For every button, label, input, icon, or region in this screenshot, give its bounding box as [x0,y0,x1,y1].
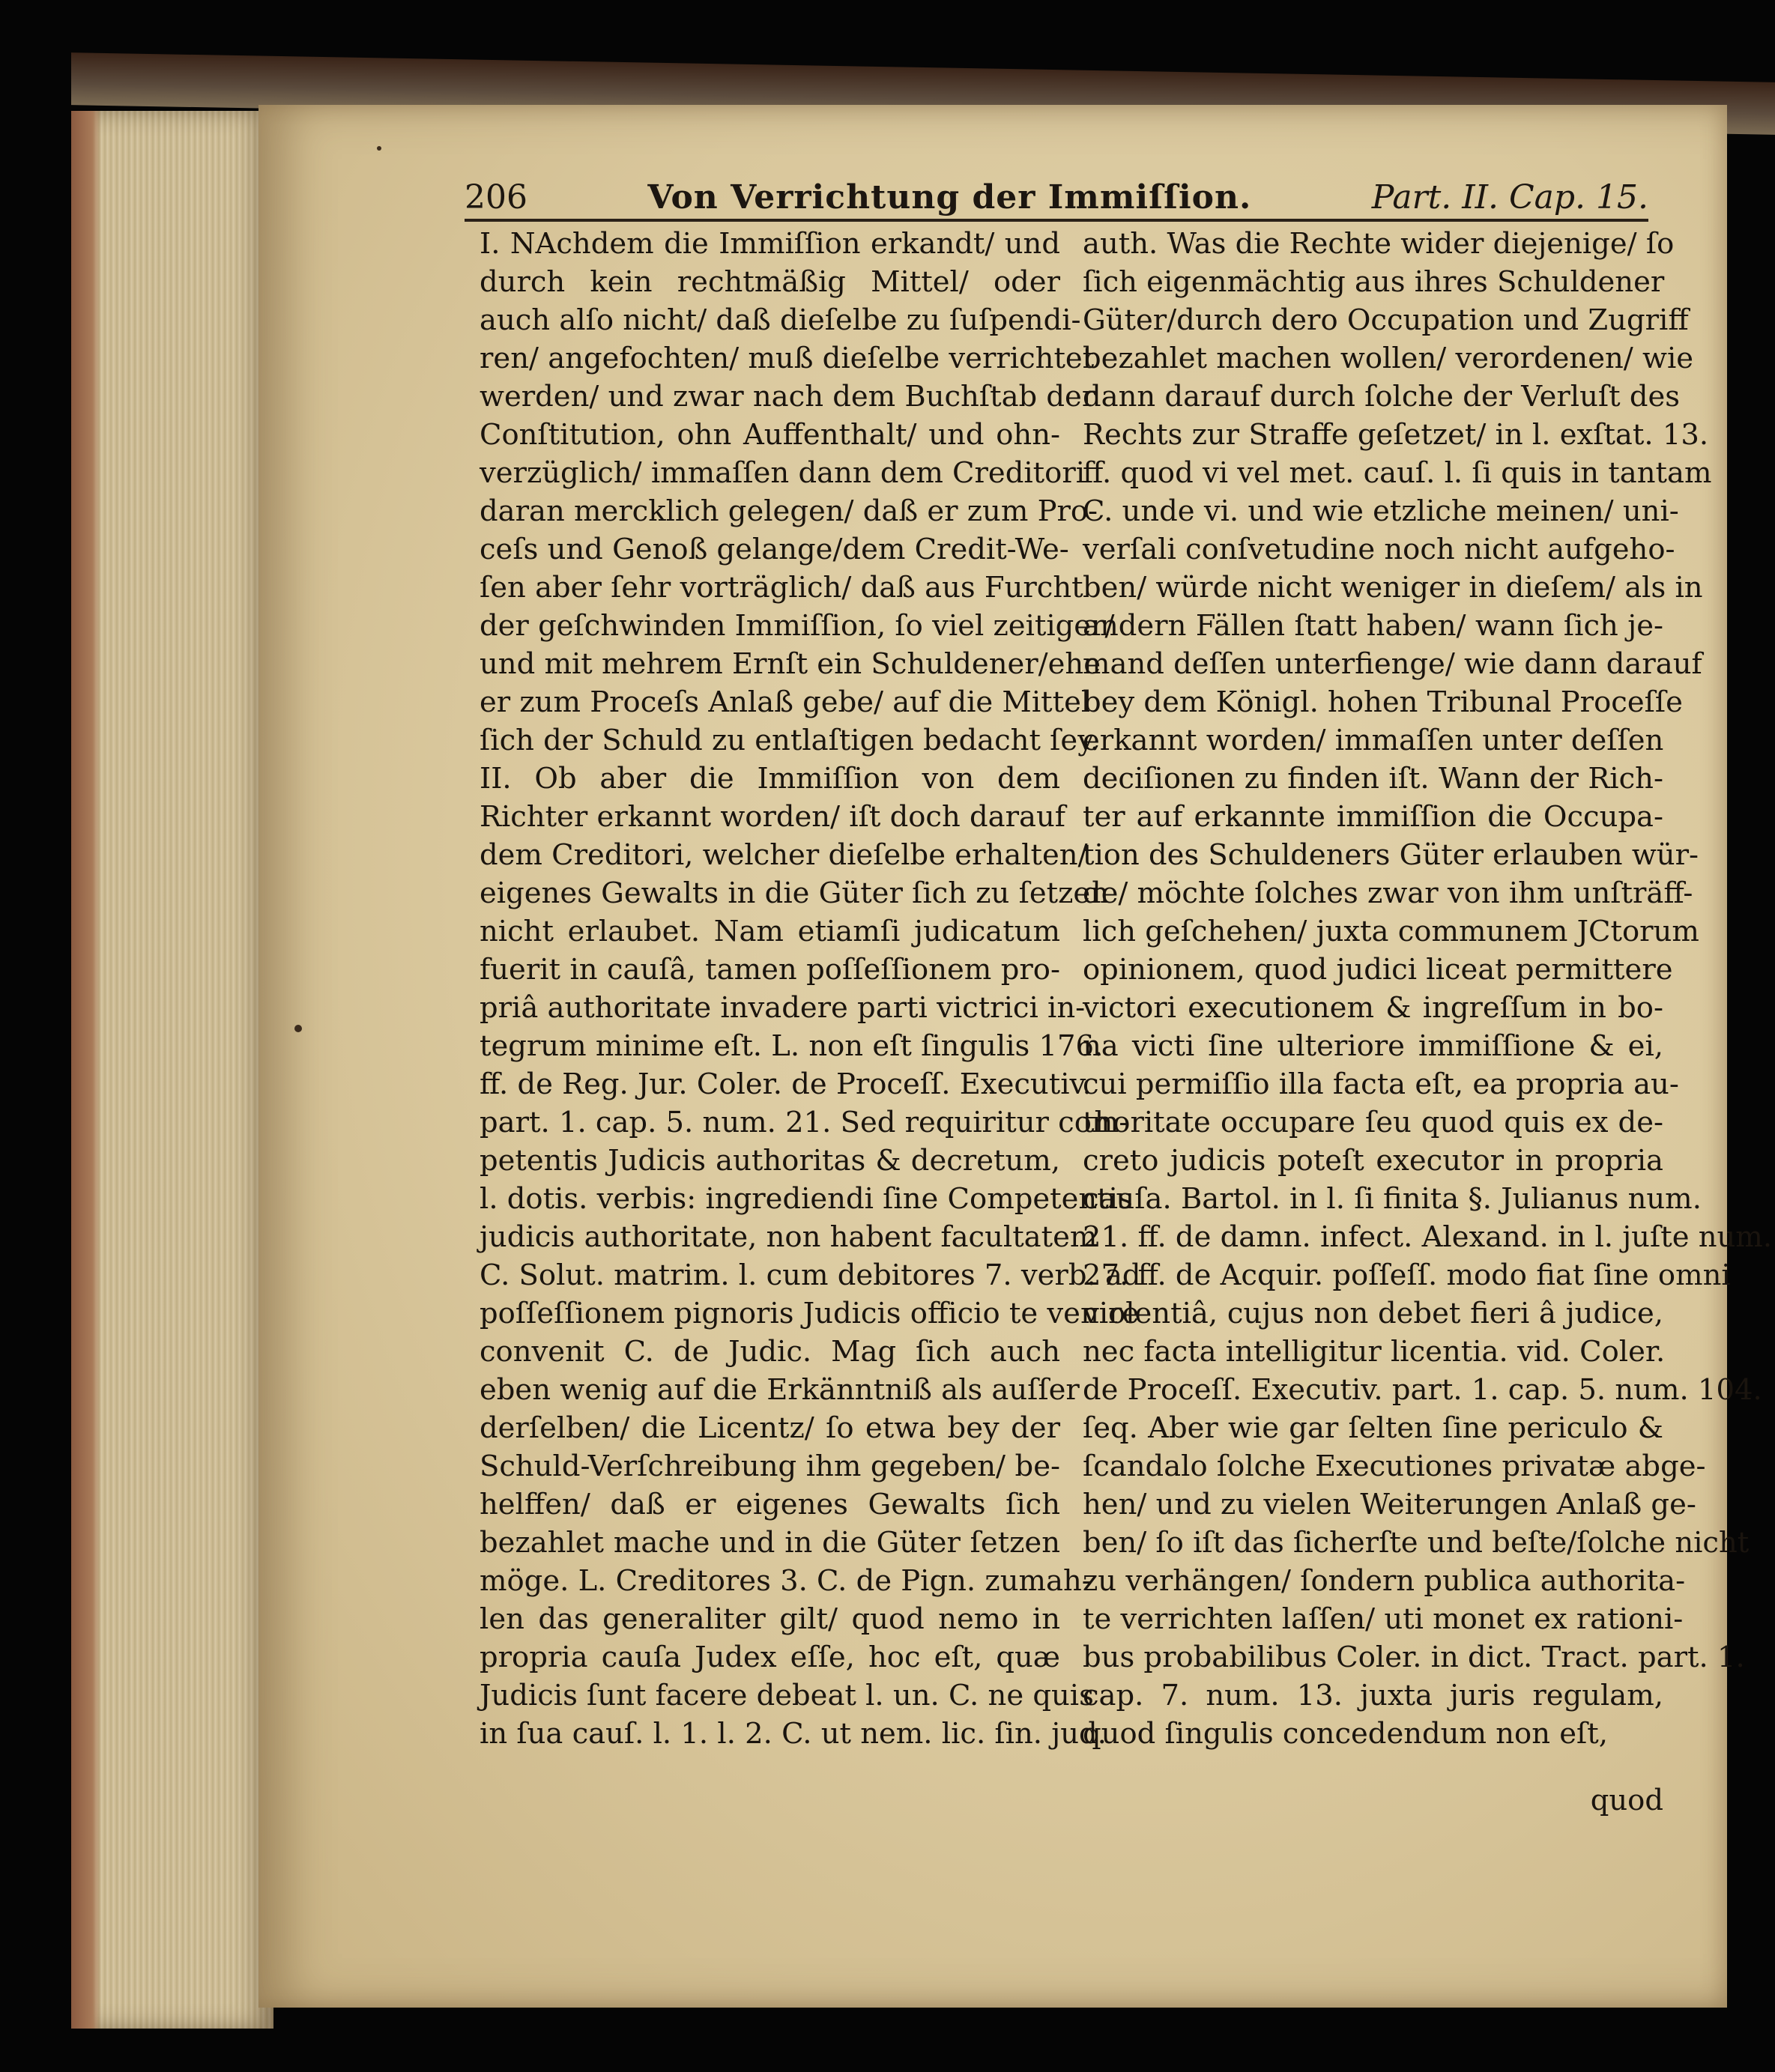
text-line: na victi ſine ulteriore immiſſione & ei, [1083,1029,1663,1063]
text-line: auth. Was die Rechte wider diejenige/ ſo [1083,227,1675,261]
text-line: nicht erlaubet. Nam etiamſi judicatum [480,915,1060,948]
text-line: durch kein rechtmäßig Mittel/ oder [480,265,1060,299]
text-line: bezahlet mache und in die Güter ſetzen [480,1526,1060,1560]
text-line: I. NAchdem die Immiſſion erkandt/ und [480,227,1060,261]
text-line: ff. de Reg. Jur. Coler. de Proceſſ. Executiv. [480,1067,1092,1101]
text-line: ſich eigenmächtig aus ihres Schuldener [1083,265,1665,299]
text-line: er zum Proceſs Anlaß gebe/ auf die Mittel [480,685,1091,719]
part-chapter-label: Part. II. Cap. 15. [1371,178,1648,216]
text-line: nec facta intelligitur licentia. vid. Coler. [1083,1335,1666,1369]
text-line: fuerit in cauſâ, tamen poſſeſſionem pro- [480,953,1060,987]
catchword: quod [1590,1784,1663,1817]
text-line: zu verhängen/ ſondern publica authorita- [1083,1564,1686,1598]
text-line: petentis Judicis authoritas & decretum, [480,1144,1060,1178]
text-line: ff. quod vi vel met. cauſ. l. ſi quis in tantam [1083,456,1712,490]
book-cover-edge [71,111,101,2029]
text-line: thoritate occupare ſeu quod quis ex de- [1083,1106,1663,1139]
text-line: te verrichten laſſen/ uti monet ex rationi- [1083,1602,1684,1636]
running-title: Von Verrichtung der Immiſſion. [647,178,1252,216]
book-fore-edge [71,111,273,2029]
text-line: verzüglich/ immaſſen dann dem Creditori [480,456,1086,490]
text-line: victori executionem & ingreſſum in bo- [1083,991,1663,1025]
text-line: ben/ ſo iſt das ſicherſte und beſte/ſolche nicht [1083,1526,1750,1560]
text-line: cap. 7. num. 13. juxta juris regulam, [1083,1679,1663,1712]
text-line: creto judicis poteſt executor in propria [1083,1144,1663,1178]
text-line: tion des Schuldeners Güter erlauben wür- [1083,838,1699,872]
text-line: Schuld-Verſchreibung ihm gegeben/ be- [480,1450,1060,1483]
text-line: ter auf erkannte immiſſion die Occupa- [1083,800,1663,834]
text-line: eben wenig auf die Erkänntniß als auſſer [480,1373,1080,1407]
text-line: priâ authoritate invadere parti victrici in- [480,991,1086,1025]
text-line: Güter/durch dero Occupation und Zugriff [1083,303,1689,337]
text-line: part. 1. cap. 5. num. 21. Sed requiritur com- [480,1106,1129,1139]
text-line: de Proceſſ. Executiv. part. 1. cap. 5. num. 104. [1083,1373,1762,1407]
text-line: tegrum minime eſt. L. non eſt ſingulis 176. [480,1029,1104,1063]
text-line: len das generaliter gilt/ quod nemo in [480,1602,1060,1636]
ink-spot [294,1025,302,1032]
text-line: dem Creditori, welcher dieſelbe erhalten/ [480,838,1088,872]
text-line: C. unde vi. und wie etzliche meinen/ uni- [1083,494,1679,528]
running-head [465,174,1648,222]
text-line: cui permiſſio illa facta eſt, ea propria au- [1083,1067,1679,1101]
text-line: ſich der Schuld zu entlaſtigen bedacht ſey. [480,724,1100,757]
text-line: deciſionen zu finden iſt. Wann der Rich- [1083,762,1663,796]
text-line: dann darauf durch ſolche der Verluſt des [1083,380,1681,414]
text-line: convenit C. de Judic. Mag ſich auch [480,1335,1060,1369]
text-line: de/ möchte ſolches zwar von ihm unſträff- [1083,876,1693,910]
text-line: auch alſo nicht/ daß dieſelbe zu ſuſpendi- [480,303,1081,337]
text-line: erkannt worden/ immaſſen unter deſſen [1083,724,1664,757]
text-line: der geſchwinden Immiſſion, ſo viel zeitiger/ [480,609,1115,643]
text-line: violentiâ, cujus non debet fieri â judice, [1083,1297,1663,1330]
text-line: daran mercklich gelegen/ daß er zum Pro- [480,494,1098,528]
text-line: Richter erkannt worden/ iſt doch darauf [480,800,1065,834]
text-line: ſen aber ſehr vorträglich/ daß aus Furcht [480,571,1083,605]
text-line: mand deſſen unterfienge/ wie dann darauf [1083,647,1702,681]
text-line: und mit mehrem Ernſt ein Schuldener/ehe [480,647,1101,681]
text-line: verſali conſvetudine noch nicht aufgeho- [1083,533,1675,566]
text-line: II. Ob aber die Immiſſion von dem [480,762,1060,796]
text-line: ben/ würde nicht weniger in dieſem/ als in [1083,571,1703,605]
text-line: poſſeſſionem pignoris Judicis officio te venire [480,1297,1140,1330]
text-line: bey dem Königl. hohen Tribunal Proceſſe [1083,685,1683,719]
text-line: Rechts zur Straffe geſetzet/ in l. exſtat. 13. [1083,418,1709,452]
text-line: werden/ und zwar nach dem Buchſtab der [480,380,1096,414]
text-line: möge. L. Creditores 3. C. de Pign. zumah- [480,1564,1092,1598]
text-line: bus probabilibus Coler. in dict. Tract. part. 1. [1083,1641,1745,1674]
text-line: bezahlet machen wollen/ verordenen/ wie [1083,342,1694,375]
text-line: 21. ff. de damn. infect. Alexand. in l. juſte num. [1083,1220,1773,1254]
text-line: C. Solut. matrim. l. cum debitores 7. verb. ad [480,1258,1141,1292]
text-line: helffen/ daß er eigenes Gewalts ſich [480,1488,1060,1521]
text-line: in ſua cauſ. l. 1. l. 2. C. ut nem. lic. ſin. jud. [480,1717,1107,1751]
text-line: lich geſchehen/ juxta communem JCtorum [1083,915,1699,948]
right-text-column [1083,225,1773,1753]
text-line: derſelben/ die Licentz/ ſo etwa bey der [480,1411,1060,1445]
text-line: l. dotis. verbis: ingrediendi ſine Competentis [480,1182,1133,1216]
text-line: Conſtitution, ohn Auffenthalt/ und ohn- [480,418,1060,452]
text-line: quod ſingulis concedendum non eſt, [1083,1717,1608,1751]
text-line: ſeq. Aber wie gar ſelten ſine periculo & [1083,1411,1663,1445]
text-line: propria cauſa Judex eſſe, hoc eſt, quæ [480,1641,1060,1674]
text-line: ſcandalo ſolche Executiones privatæ abge- [1083,1450,1706,1483]
page-number: 206 [465,178,527,216]
text-line: Judicis ſunt facere debeat l. un. C. ne quis [480,1679,1094,1712]
text-line: judicis authoritate, non habent facultatem [480,1220,1098,1254]
text-line: cauſa. Bartol. in l. ſi finita §. Julianus num. [1083,1182,1702,1216]
text-line: eigenes Gewalts in die Güter ſich zu ſetzen [480,876,1109,910]
text-line: ren/ angefochten/ muß dieſelbe verrichtet [480,342,1095,375]
text-line: hen/ und zu vielen Weiterungen Anlaß ge- [1083,1488,1696,1521]
text-line: opinionem, quod judici liceat permittere [1083,953,1673,987]
left-text-column [480,225,1141,1753]
text-line: andern Fällen ſtatt haben/ wann ſich je- [1083,609,1663,643]
ink-spot [377,146,381,151]
text-line: ceſs und Genoß gelange/dem Credit-We- [480,533,1069,566]
text-line: 27. ff. de Acquir. poſſeſſ. modo fiat ſine omni [1083,1258,1731,1292]
